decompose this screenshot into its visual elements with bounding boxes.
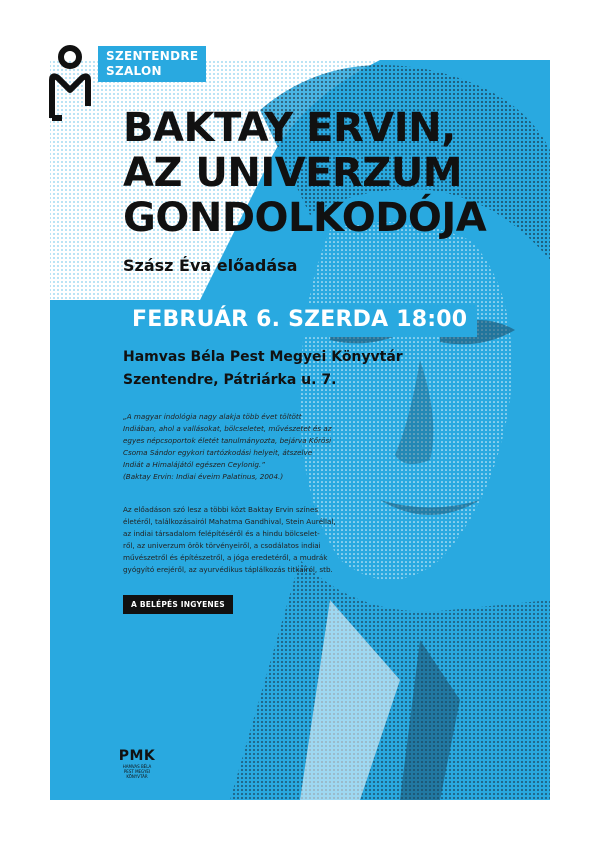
quote-line: „A magyar indológia nagy alakja több évet töltött [123,412,302,421]
free-entry-badge: A BELÉPÉS INGYENES [123,595,233,614]
library-logo-line: KÖNYVTÁR [126,774,148,779]
description-line: művészetről és építészetről, a jóga eredetéről, a mudrák [123,553,328,562]
quote-block [123,411,368,483]
library-logo-line: PEST MEGYEI [123,769,151,774]
salon-line-2: SZALON [106,64,162,78]
quote-line: Indiában, ahol a vallásokat, bölcseletet, művészetet és az [123,424,332,433]
description-line: az indiai társadalom felépítéséről és a hindu bölcselet- [123,529,320,538]
venue-address [123,346,403,392]
library-logo [117,748,157,779]
salon-brand-tag [98,46,206,82]
quote-line: Csoma Sándor egykori tartózkodási helyeit, átszelve [123,448,313,457]
person-figure-icon [46,44,98,124]
salon-line-1: SZENTENDRE [106,49,199,63]
description-line: gyógyító erejéről, az ayurvédikus táplálkozás titkairól, stb. [123,565,333,574]
description-block [123,504,373,576]
quote-line: egyes népcsoportok életét tanulmányozta, bejárva Kőrösi [123,436,332,445]
quote-line: Indiát a Himalájától egészen Ceylonig.” [123,460,265,469]
title-line-1: BAKTAY ERVIN, [123,105,456,151]
page-title [123,106,486,241]
venue-line-1: Hamvas Béla Pest Megyei Könyvtár [123,349,403,365]
library-logo-mark: PMK [118,748,156,764]
quote-source: (Baktay Ervin: Indiai éveim Palatinus, 2004.) [123,472,284,481]
title-line-3: GONDOLKODÓJA [123,195,487,241]
description-line: életéről, találkozásairól Mahatma Gandhival, Stein Auréllal, [123,517,336,526]
library-logo-line: HAMVAS BÉLA [122,764,152,769]
venue-line-2: Szentendre, Pátriárka u. 7. [123,372,337,388]
lecturer-subtitle: Szász Éva előadása [123,256,298,275]
event-date-time: FEBRUÁR 6. SZERDA 18:00 [122,303,477,337]
description-line: ről, az univerzum örök törvényeiről, a csodálatos indiai [123,541,321,550]
title-line-2: AZ UNIVERZUM [123,150,463,196]
description-line: Az előadáson szó lesz a többi közt Baktay Ervin színes [123,505,319,514]
